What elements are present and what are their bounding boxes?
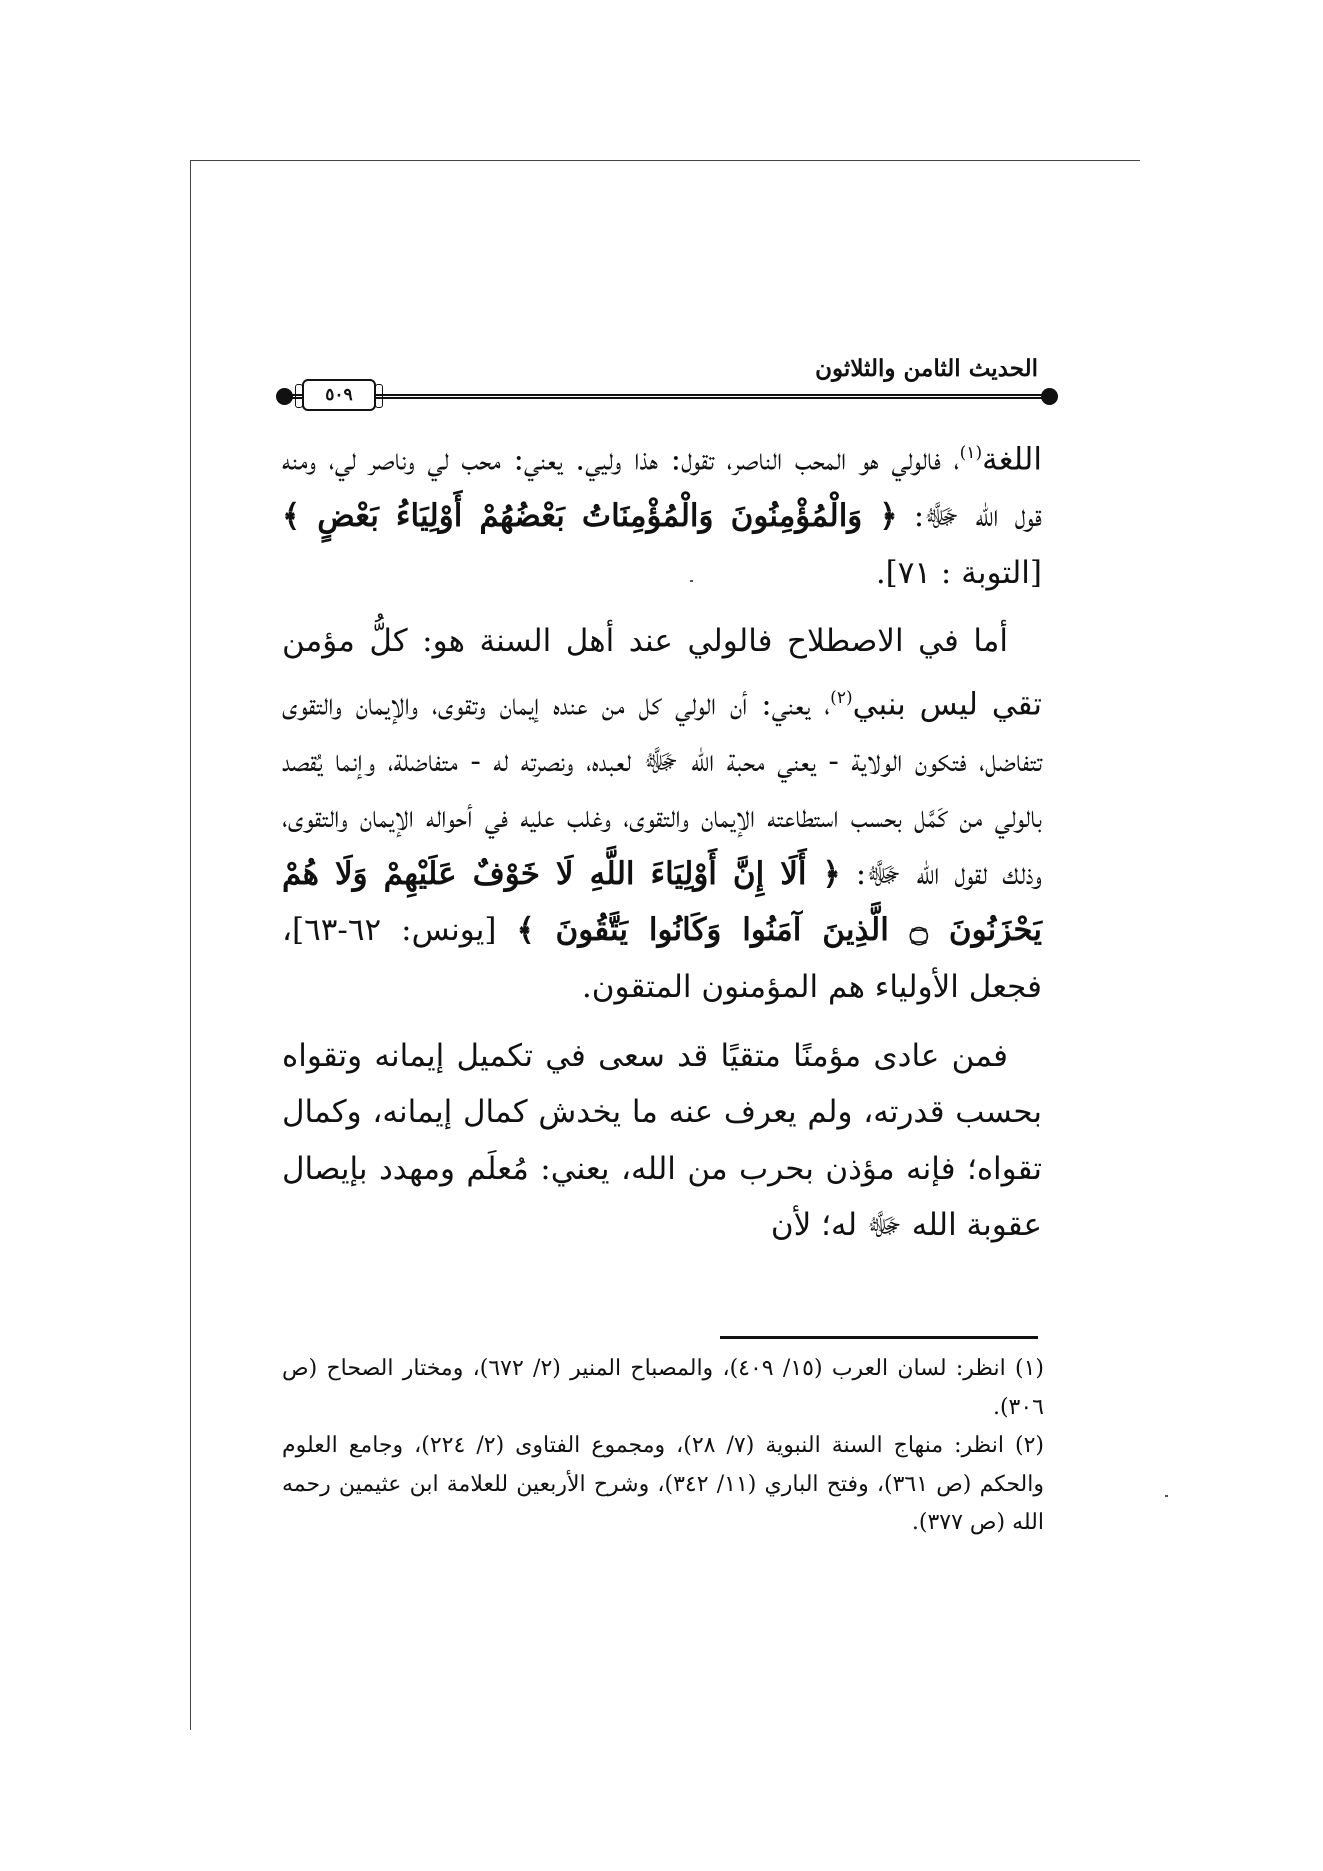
footnote-ref: (٢) <box>830 687 853 708</box>
stray-mark <box>1165 1495 1168 1497</box>
footnote: (٢) انظر: منهاج السنة النبوية (٧/ ٢٨)، ومجموع الفتاوى (٢/ ٢٢٤)، وجامع العلوم والحكم (ص ٣٦١)، وفتح الباري (١١/ ٣٤٢)، وشرح الأربعين للعلامة ابن عثيمين رحمه الله (ص ٣٧٧). <box>282 1433 1044 1535</box>
verse-citation: [التوبة : ٧١]. <box>875 554 1042 591</box>
header-ornament-dot <box>1041 388 1058 405</box>
footnote-separator <box>720 1336 1038 1339</box>
text-run: ، يعني: أن الولي كل من عنده إيمان وتقوى، والإيمان والتقوى تتفاضل، فتكون الولاية - يعني محبة الله ﷻ لعبده، ونصرته له - متفاضلة، وإنما يُقصد بالولي من كَمَّل بحسب استطاعته الإيمان والتقوى، وغلب عليه في أحواله الإيمان والتقوى، وذلك لقول الله ﷻ: <box>282 686 1042 892</box>
crop-line-left <box>190 160 191 1730</box>
crop-line-top <box>190 160 1140 161</box>
footnote-ref: (١) <box>959 443 983 463</box>
running-header <box>270 355 1060 415</box>
paragraph <box>282 613 1042 1015</box>
header-ornament-dot <box>276 388 293 405</box>
page-number: ٥٠٩ <box>302 379 376 411</box>
header-title: الحديث الثامن والثلاثون <box>815 355 1038 382</box>
text-run: اللغة <box>982 441 1042 478</box>
text-run: ، فالولي هو المحب الناصر، تقول: هذا وليي. يعني: محب لي وناصر لي، ومنه قول الله ﷻ: <box>282 441 1042 534</box>
main-text <box>282 425 1042 1266</box>
paragraph <box>282 425 1042 601</box>
quran-verse: ﴿ وَالْمُؤْمِنُونَ وَالْمُؤْمِنَاتُ بَعْضُهُمْ أَوْلِيَاءُ بَعْضٍ ﴾ <box>282 497 898 534</box>
footnote: (١) انظر: لسان العرب (١٥/ ٤٠٩)، والمصباح المنير (٢/ ٦٧٢)، ومختار الصحاح (ص ٣٠٦). <box>282 1356 1044 1420</box>
paragraph: فمن عادى مؤمنًا متقيًا قد سعى في تكميل إيمانه وتقواه بحسب قدرته، ولم يعرف عنه ما يخدش كمال إيمانه، وكمال تقواه؛ فإنه مؤذن بحرب من الله، يعني: مُعلَم ومهدد بإيصال عقوبة الله ﷻ له؛ لأن <box>282 1037 1042 1244</box>
text-run: أما في الاصطلاح فالولي عند أهل السنة هو: كلُّ مؤمن تقي ليس بنبي <box>282 623 1042 723</box>
footnotes <box>282 1350 1044 1543</box>
header-rule <box>284 394 1050 399</box>
quran-verse: ﴿ أَلَا إِنَّ أَوْلِيَاءَ اللَّهِ لَا خَوْفٌ عَلَيْهِمْ وَلَا هُمْ يَحْزَنُونَ ۝ الَّذِينَ آمَنُوا وَكَانُوا يَتَّقُونَ ﴾ <box>282 855 1042 949</box>
verse-citation: [يونس: ٦٢-٦٣]، فجعل الأولياء هم المؤمنون المتقون. <box>282 912 1042 1005</box>
